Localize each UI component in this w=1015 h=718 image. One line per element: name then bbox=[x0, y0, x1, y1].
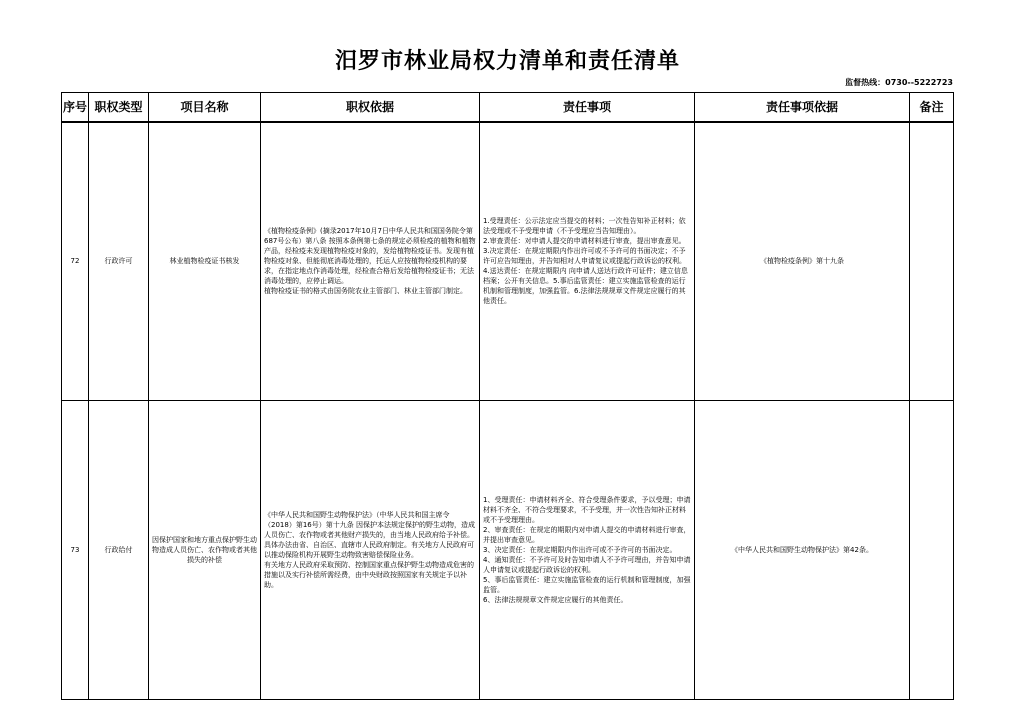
row-duty bbox=[480, 122, 695, 400]
duty-paragraph: 2、审查责任：在规定的期限内对申请人提交的申请材料进行审查，并提出审查意见。 bbox=[483, 525, 691, 544]
header-note: 备注 bbox=[910, 93, 954, 123]
row-duty-basis: 《植物检疫条例》第十九条 bbox=[695, 122, 910, 400]
row-duty-basis: 《中华人民共和国野生动物保护法》第42条。 bbox=[695, 400, 910, 699]
page-title: 汨罗市林业局权力清单和责任清单 bbox=[334, 49, 680, 74]
basis-paragraph: 《中华人民共和国野生动物保护法》（中华人民共和国主席令（2018）第16号）第十九条 因保护本法规定保护的野生动物，造成人员伤亡、农作物或者其他财产损失的，由当地人民政府给予补偿。具体办法由省、自治区、直辖市人民政府制定。有关地方人民政府可以推动保险机构开展野生动物致害赔偿保险业务。 bbox=[264, 510, 475, 559]
header-type: 职权类型 bbox=[89, 93, 149, 123]
header-seq: 序号 bbox=[62, 93, 89, 123]
row-note bbox=[910, 400, 954, 699]
row-duty bbox=[480, 400, 695, 699]
duty-paragraph: 5、事后监管责任：建立实施监管检查的运行机制和管理制度，加强监管。 bbox=[483, 575, 691, 594]
basis-paragraph: 植物检疫证书的格式由国务院农业主管部门、林业主管部门制定。 bbox=[264, 287, 467, 296]
duty-paragraph: 4、通知责任：不予许可及时告知申请人不予许可理由，并告知申请人申请复议或提起行政诉讼的权利。 bbox=[483, 555, 691, 574]
basis-paragraph: 《植物检疫条例》(摘录2017年10月7日中华人民共和国国务院令第687号公布）第八条 按照本条例第七条的规定必须检疫的植物和植物产品，经检疫未发现植物检疫对象的，发给植物检疫证书。发现有植物检疫对象、但能彻底消毒处理的，托运人应按植物检疫机构的要求，在指定地点作消毒处理，经检查合格后发给植物检疫证书；无法消毒处理的，应停止调运。 bbox=[264, 227, 476, 286]
table-header-row bbox=[62, 93, 954, 123]
duty-paragraph: 6、法律法规规章文件规定应履行的其他责任。 bbox=[483, 595, 628, 604]
row-basis bbox=[261, 122, 480, 400]
duty-paragraph: 2.审查责任：对申请人提交的申请材料进行审查，提出审查意见。3.决定责任：在规定期限内作出许可或不予许可的书面决定；不予许可应告知理由，并告知相对人申请复议或提起行政诉讼的权利。4.送达责任：在规定期限内 向申请人送达行政许可证件；建立信息档案；公开有关信息。5.事后监管责任：建立实施监管检查的运行机制和管理制度，加强监管。6.法律法规规章文件规定应履行的其他责任。 bbox=[483, 237, 688, 306]
header-duty-basis: 责任事项依据 bbox=[695, 93, 910, 123]
power-list-table bbox=[61, 92, 954, 700]
duty-paragraph: 1、受理责任：申请材料齐全、符合受理条件要求，予以受理；申请材料不齐全、不符合受理要求，不予受理，并一次性告知补正材料或不予受理理由。 bbox=[483, 495, 691, 524]
row-seq: 72 bbox=[62, 122, 89, 400]
duty-paragraph: 3、决定责任：在规定期限内作出许可或不予许可的书面决定。 bbox=[483, 545, 677, 554]
row-name: 林业植物检疫证书核发 bbox=[149, 122, 261, 400]
row-type: 行政给付 bbox=[89, 400, 149, 699]
hotline: 监督热线：0730--5222723 bbox=[845, 78, 953, 87]
header-name: 项目名称 bbox=[149, 93, 261, 123]
row-name: 因保护国家和地方重点保护野生动物造成人员伤亡、农作物或者其他损失的补偿 bbox=[149, 400, 261, 699]
table-row bbox=[62, 400, 954, 699]
header-basis: 职权依据 bbox=[261, 93, 480, 123]
row-seq: 73 bbox=[62, 400, 89, 699]
row-basis bbox=[261, 400, 480, 699]
row-note bbox=[910, 122, 954, 400]
header-duty: 责任事项 bbox=[480, 93, 695, 123]
table-row bbox=[62, 122, 954, 400]
row-type: 行政许可 bbox=[89, 122, 149, 400]
basis-paragraph: 有关地方人民政府采取预防、控制国家重点保护野生动物造成危害的措施以及实行补偿所需经费，由中央财政按照国家有关规定予以补助。 bbox=[264, 560, 474, 589]
duty-paragraph: 1.受理责任：公示法定应当提交的材料；一次性告知补正材料；依法受理或不予受理申请（不予受理应当告知理由）。 bbox=[483, 217, 686, 236]
